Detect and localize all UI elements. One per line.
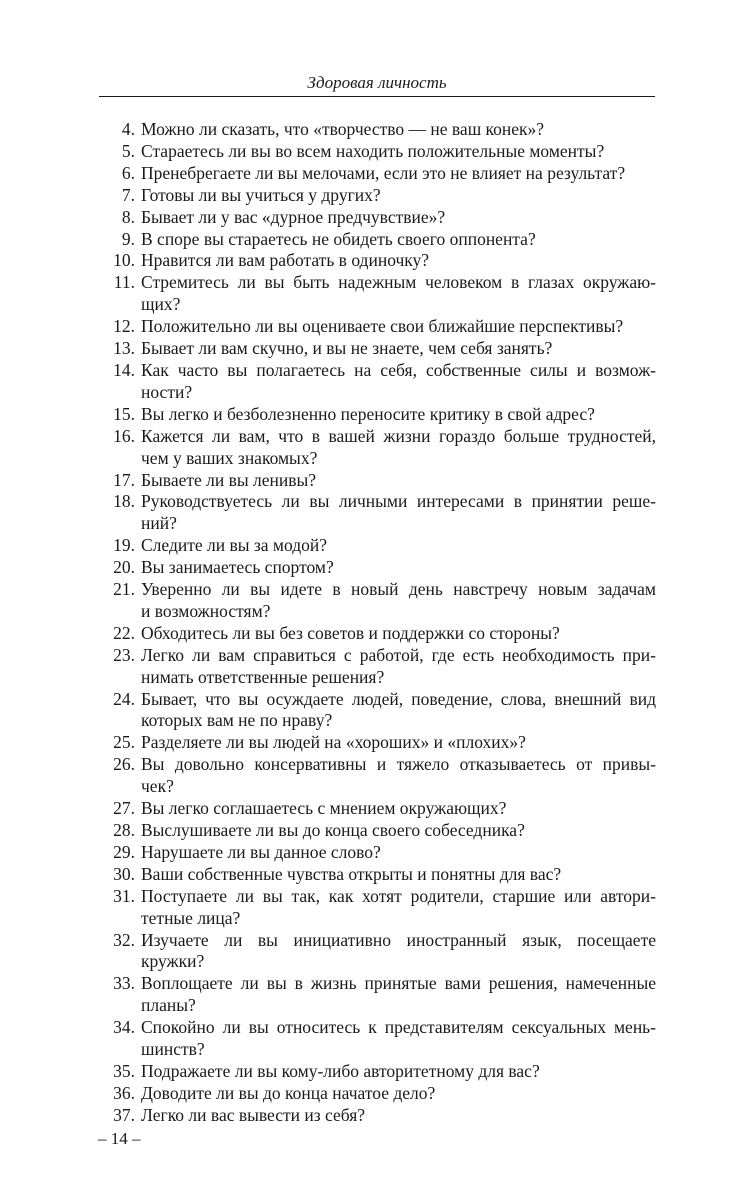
question-number: 37. [113,1104,135,1125]
question-text-line: планы? [141,995,196,1016]
question-text: В споре вы стараетесь не обидеть своего оппонента? [141,228,536,249]
question-text: Бывает ли у вас «дурное предчувствие»? [141,206,446,227]
question-text [141,645,656,689]
question-number: 33. [113,973,135,994]
question-text: Бывает ли вам скучно, и вы не знаете, чем себя занять? [141,338,553,359]
question-item [100,886,656,930]
question-number: 32. [113,929,135,950]
question-number: 24. [113,688,135,709]
question-item [100,119,656,141]
question-text-line: Вы довольно консервативны и тяжело отказываетесь от привы- [141,754,656,775]
question-item [100,1061,656,1083]
question-text-line: ний? [141,513,177,534]
question-item [100,163,656,185]
question-number: 28. [113,820,135,840]
question-text-line: Как часто вы полагаетесь на себя, собственные силы и возмож- [141,359,656,380]
running-header-title: Здоровая личность [307,73,447,92]
question-item [100,338,656,360]
question-number: 11. [113,272,135,293]
question-number: 6. [121,162,135,183]
question-item [100,404,656,426]
question-item [100,973,656,1017]
question-text [141,272,656,316]
question-text-line: тетные лица? [141,907,241,928]
question-text: Нарушаете ли вы данное слово? [141,841,381,862]
question-text [141,491,656,535]
question-number: 10. [113,250,135,271]
question-item [100,229,656,251]
question-item [100,250,656,272]
question-item [100,470,656,492]
question-text-line: кружки? [141,951,205,972]
question-number: 14. [113,359,135,380]
question-text: Подражаете ли вы кому-либо авторитетному для вас? [141,1060,540,1081]
question-text: Пренебрегаете ли вы мелочами, если это не влияет на результат? [141,162,626,183]
question-text [141,1017,656,1061]
question-text-line: Поступаете ли вы так, как хотят родители, старшие или автори- [141,885,656,906]
question-text [141,754,656,798]
question-text-line: щих? [141,294,181,315]
question-number: 35. [113,1060,135,1081]
question-item [100,842,656,864]
question-text: Положительно ли вы оцениваете свои ближайшие перспективы? [141,316,624,337]
question-text-line: Воплощаете ли вы в жизнь принятые вами решения, намеченные [141,973,656,994]
question-text-line: чек? [141,776,174,797]
question-number: 15. [113,403,135,424]
question-text-line: Бывает, что вы осуждаете людей, поведение, слова, внешний вид [141,688,656,709]
question-item [100,360,656,404]
running-header [99,70,655,97]
question-number: 4. [121,119,135,139]
question-text-line: Руководствуетесь ли вы личными интересами в принятии реше- [141,491,656,512]
question-text-line: и возможностям? [141,600,271,621]
question-item [100,535,656,557]
question-item [100,185,656,207]
question-text: Готовы ли вы учиться у других? [141,184,381,205]
question-item [100,426,656,470]
question-text: Бываете ли вы ленивы? [141,469,317,490]
question-text: Нравится ли вам работать в одиночку? [141,250,430,271]
question-text-line: чем у ваших знакомых? [141,447,318,468]
question-text-line: Уверенно ли вы идете в новый день навстречу новым задачам [141,579,656,600]
question-number: 22. [113,622,135,643]
question-text [141,886,656,930]
question-text: Разделяете ли вы людей на «хороших» и «плохих»? [141,732,526,753]
question-item [100,820,656,842]
question-number: 19. [113,535,135,556]
question-text: Доводите ли вы до конца начатое дело? [141,1082,436,1103]
question-text [141,930,656,974]
question-item [100,1083,656,1105]
question-text [141,973,656,1017]
question-text: Вы занимаетесь спортом? [141,557,334,578]
question-number: 7. [121,184,135,205]
question-item [100,732,656,754]
question-item [100,798,656,820]
question-number: 36. [113,1082,135,1103]
question-number: 17. [113,469,135,490]
question-item [100,1105,656,1127]
question-text-line: Кажется ли вам, что в вашей жизни гораздо больше трудностей, [141,425,656,446]
question-text-line: нимать ответственные решения? [141,666,385,687]
question-text: Вы легко соглашаетесь с мнением окружающих? [141,798,507,819]
question-number: 23. [113,644,135,665]
question-text-line: Изучаете ли вы инициативно иностранный язык, посещаете [141,929,656,950]
question-item [100,272,656,316]
question-number: 20. [113,557,135,578]
question-number: 16. [113,425,135,446]
question-text-line: Спокойно ли вы относитесь к представителям сексуальных мень- [141,1017,656,1038]
question-text: Выслушиваете ли вы до конца своего собеседника? [141,820,525,840]
question-number: 26. [113,754,135,775]
question-text-line: Легко ли вам справиться с работой, где есть необходимость при- [141,644,656,665]
question-text [141,360,656,404]
question-number: 12. [113,316,135,337]
question-text [141,579,656,623]
question-item [100,491,656,535]
question-item [100,207,656,229]
question-text-line: ности? [141,381,193,402]
question-item [100,754,656,798]
question-list [100,119,656,1127]
question-item [100,141,656,163]
question-number: 31. [113,885,135,906]
question-number: 25. [113,732,135,753]
question-item [100,645,656,689]
question-item [100,557,656,579]
question-item [100,623,656,645]
question-number: 21. [113,579,135,600]
question-text: Обходитесь ли вы без советов и поддержки со стороны? [141,622,560,643]
question-text: Следите ли вы за модой? [141,535,328,556]
question-number: 18. [113,491,135,512]
page-number: – 14 – [98,1129,141,1148]
question-item [100,1017,656,1061]
question-text: Стараетесь ли вы во всем находить положительные моменты? [141,140,605,161]
question-number: 30. [113,863,135,884]
question-text [141,689,656,733]
question-text-line: Стремитесь ли вы быть надежным человеком в глазах окружаю- [141,272,656,293]
question-item [100,579,656,623]
question-number: 27. [113,798,135,819]
question-text: Можно ли сказать, что «творчество — не ваш конек»? [141,119,545,139]
question-text: Вы легко и безболезненно переносите критику в свой адрес? [141,403,595,424]
question-number: 9. [121,228,135,249]
question-text-line: шинств? [141,1039,205,1060]
question-text: Легко ли вас вывести из себя? [141,1104,366,1125]
question-number: 8. [121,206,135,227]
question-number: 13. [113,338,135,359]
question-text-line: которых вам не по нраву? [141,710,333,731]
question-text [141,426,656,470]
question-number: 34. [113,1017,135,1038]
question-item [100,689,656,733]
question-item [100,316,656,338]
question-number: 29. [113,841,135,862]
question-item [100,864,656,886]
question-text: Ваши собственные чувства открыты и понятны для вас? [141,863,562,884]
question-number: 5. [121,140,135,161]
question-item [100,930,656,974]
